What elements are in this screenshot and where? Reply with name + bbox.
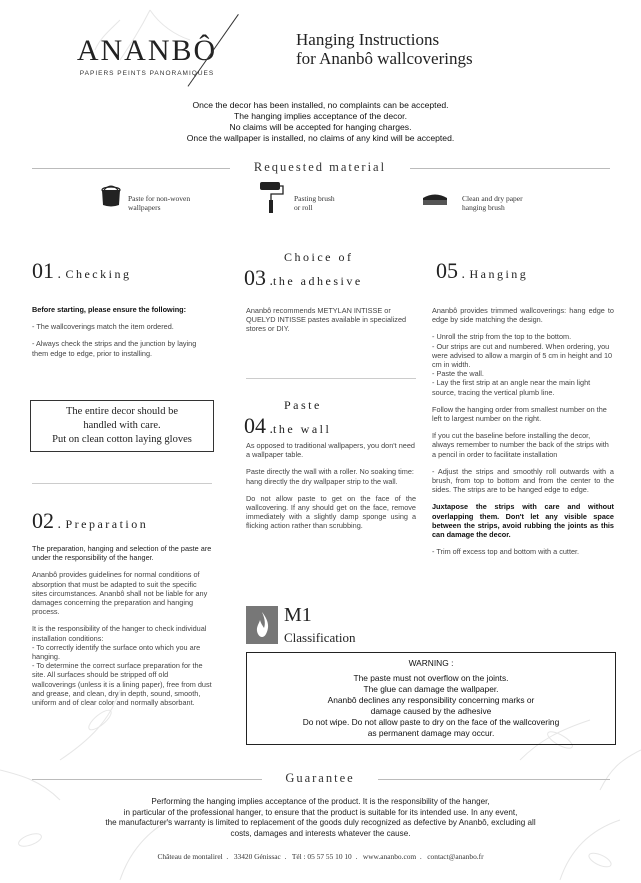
material-item xyxy=(462,194,523,212)
section-number: 01 xyxy=(32,258,54,283)
section-hanging-heading: 05 . Hanging xyxy=(436,258,529,283)
footer-contact: Château de montalirel . 33420 Génissac . Tél : 05 57 55 10 10 . www.ananbo.com . contact@ananbo.fr xyxy=(157,852,484,861)
guarantee-line: costs, damages and interests whatever the cause. xyxy=(230,828,411,838)
checking-item: - Always check the strips and the junction by laying them edge to edge, prior to installing. xyxy=(32,339,197,358)
warning-line: as permanent damage may occur. xyxy=(367,728,495,738)
divider xyxy=(246,378,416,379)
footer-email-link[interactable]: contact@ananbo.fr xyxy=(427,852,484,861)
hanging-item: - Our strips are cut and numbered. When ordering, you were advised to allow a margin of 5 cm in height and 10 cm in width. xyxy=(432,341,613,370)
section-title: Choice of xyxy=(284,250,354,264)
guarantee-heading: Guarantee xyxy=(285,771,355,785)
footer-website-link[interactable]: www.ananbo.com xyxy=(362,852,417,861)
warning-title: WARNING : xyxy=(408,658,454,668)
material-label: or roll xyxy=(294,203,313,212)
guarantee-line: the manufacturer's warranty is limited to replacement of the goods duly recognized as defective by Ananbô, excluding all xyxy=(105,818,536,827)
section-adhesive-heading: Choice of 03 .the adhesive xyxy=(244,250,363,290)
adhesive-body xyxy=(246,306,416,342)
section-title: Checking xyxy=(65,267,132,281)
divider xyxy=(32,483,212,484)
handling-notice-box xyxy=(30,400,214,452)
footer-address: Château de montalirel xyxy=(157,852,223,861)
paste-bucket-icon xyxy=(100,184,122,208)
classification-label: Classification xyxy=(284,630,356,645)
classification-code: M1 xyxy=(284,604,312,626)
warning-line: damage caused by the adhesive xyxy=(370,706,492,716)
hanging-paragraph: If you cut the baseline before installing the decor, always remember to number the back of the strips with a pencil in order to facilitate installation xyxy=(432,431,609,459)
warning-line: Ananbô declines any responsibility concerning marks or xyxy=(327,695,535,705)
notice-line: No claims will be accepted for hanging charges. xyxy=(229,122,412,132)
preparation-item: - To determine the correct surface preparation for the site. All surfaces should be stripped off old wallcoverings (unless it is a lining paper), free from dust and grease, and clean, dry in depth, sound, smooth, uniform and of clear color and normally absorbant. xyxy=(32,661,212,708)
warning-line: Do not wipe. Do not allow paste to dry on the face of the wallcovering xyxy=(302,717,560,727)
page-title xyxy=(296,30,473,68)
notice-line: The hanging implies acceptance of the decor. xyxy=(234,111,407,121)
hanging-item: - Trim off excess top and bottom with a cutter. xyxy=(432,547,580,557)
section-number: 02 xyxy=(32,508,54,533)
material-label: Paste for non-woven xyxy=(128,194,191,203)
notice-line: Once the decor has been installed, no complaints can be accepted. xyxy=(192,100,449,110)
wall-paragraph: Do not allow paste to get on the face of the wallcovering. If any should get on the face, remove immediately with a slightly damp sponge using a flicking action rather than scrubbing. xyxy=(246,493,416,531)
footer-phone: Tél : 05 57 55 10 10 xyxy=(291,852,352,861)
adhesive-paragraph: Ananbô recommends METYLAN INTISSE or QUELYD INTISSE pastes available in specialized stores or DIY. xyxy=(246,306,407,334)
smoothing-brush-icon xyxy=(420,192,450,206)
wall-body xyxy=(246,441,416,539)
hanging-body xyxy=(432,306,614,564)
preparation-paragraph: It is the responsibility of the hanger to check individual installation conditions: xyxy=(32,624,207,643)
brand-subtitle: PAPIERS PEINTS PANORAMIQUES xyxy=(79,70,215,77)
material-label: hanging brush xyxy=(462,203,505,212)
acceptance-notice xyxy=(0,100,641,144)
section-number: 04 xyxy=(244,413,266,438)
guarantee-line: Performing the hanging implies acceptance of the product. It is the responsibility of the hanger, xyxy=(151,797,490,806)
preparation-paragraph: Ananbô provides guidelines for normal conditions of absorption that must be adapted to suit the specific sites circumstances. Ananbô shall not be liable for any damages concerning the preparation and hanging process. xyxy=(32,570,208,617)
footer-city: 33420 Génissac xyxy=(233,852,281,861)
paint-roller-icon xyxy=(258,180,284,214)
guarantee-text xyxy=(0,797,641,839)
checking-body xyxy=(32,305,212,366)
material-label: Pasting brush xyxy=(294,194,335,203)
divider xyxy=(32,779,262,780)
material-label: Clean and dry paper xyxy=(462,194,523,203)
flame-icon xyxy=(246,606,278,644)
warning-box xyxy=(246,652,616,745)
warning-line: The glue can damage the wallpaper. xyxy=(363,684,499,694)
section-number: 05 xyxy=(436,258,458,283)
section-title: the adhesive xyxy=(273,274,363,288)
divider xyxy=(410,168,610,169)
preparation-body xyxy=(32,544,212,715)
quote-line: The entire decor should be xyxy=(66,406,178,417)
section-title: Preparation xyxy=(65,517,149,531)
section-title: Paste xyxy=(284,398,322,412)
title-line-1: Hanging Instructions xyxy=(296,30,440,49)
preparation-item: - To correctly identify the surface onto which you are hanging. xyxy=(32,642,201,662)
title-line-2: for Ananbô wallcoverings xyxy=(296,49,473,68)
hanging-item: - Paste the wall. xyxy=(432,369,484,379)
material-item xyxy=(294,194,335,212)
warning-line: The paste must not overflow on the joints. xyxy=(353,673,509,683)
section-preparation-heading: 02 . Preparation xyxy=(32,508,149,533)
notice-line: Once the wallpaper is installed, no claims of any kind will be accepted. xyxy=(186,133,455,143)
brand-name: ANANBÔ xyxy=(76,34,218,67)
section-title: the wall xyxy=(273,422,332,436)
quote-line: handled with care. xyxy=(83,420,161,431)
section-title: Hanging xyxy=(469,267,529,281)
section-checking-heading: 01 . Checking xyxy=(32,258,132,283)
material-item xyxy=(128,194,190,212)
hanging-item: - Unroll the strip from the top to the bottom. xyxy=(432,332,572,342)
hanging-emphasis: Juxtapose the strips with care and without overlapping them. Don't let any visible space between the strips, avoid rubbing the joints as this can damage the decor. xyxy=(432,502,614,540)
checking-item: - The wallcoverings match the item ordered. xyxy=(32,322,174,332)
checking-intro: Before starting, please ensure the following: xyxy=(32,305,187,314)
quote-line: Put on clean cotton laying gloves xyxy=(52,434,192,445)
divider xyxy=(32,168,230,169)
guarantee-line: in particular of the professional hanger, to ensure that the product is suitable for its intended use. In any event, xyxy=(123,807,518,817)
hanging-paragraph: Ananbô provides trimmed wallcoverings: hang edge to edge by side matching the design. xyxy=(432,306,614,325)
section-wall-heading: Paste 04 .the wall xyxy=(244,398,332,438)
hanging-item: - Lay the first strip at an angle near the main light source, tracing the vertical plumb line. xyxy=(432,378,591,397)
material-label: wallpapers xyxy=(128,203,161,212)
material-heading: Requested material xyxy=(253,160,387,174)
wall-paragraph: As opposed to traditional wallpapers, you don't need a wallpaper table. xyxy=(246,441,415,460)
hanging-item: - Adjust the strips and smoothly roll outwards with a brush, from top to bottom and from the center to the sides. The strips are to be hanged edge to edge. xyxy=(432,466,614,495)
section-number: 03 xyxy=(244,265,266,290)
preparation-intro: The preparation, hanging and selection of the paste are under the responsibility of the hanger. xyxy=(32,544,212,563)
divider xyxy=(378,779,610,780)
hanging-paragraph: Follow the hanging order from smallest number on the left to largest number on the right. xyxy=(432,404,607,424)
wall-paragraph: Paste directly the wall with a roller. No soaking time: hang directly the dry wallpaper strip to the wall. xyxy=(246,467,414,486)
